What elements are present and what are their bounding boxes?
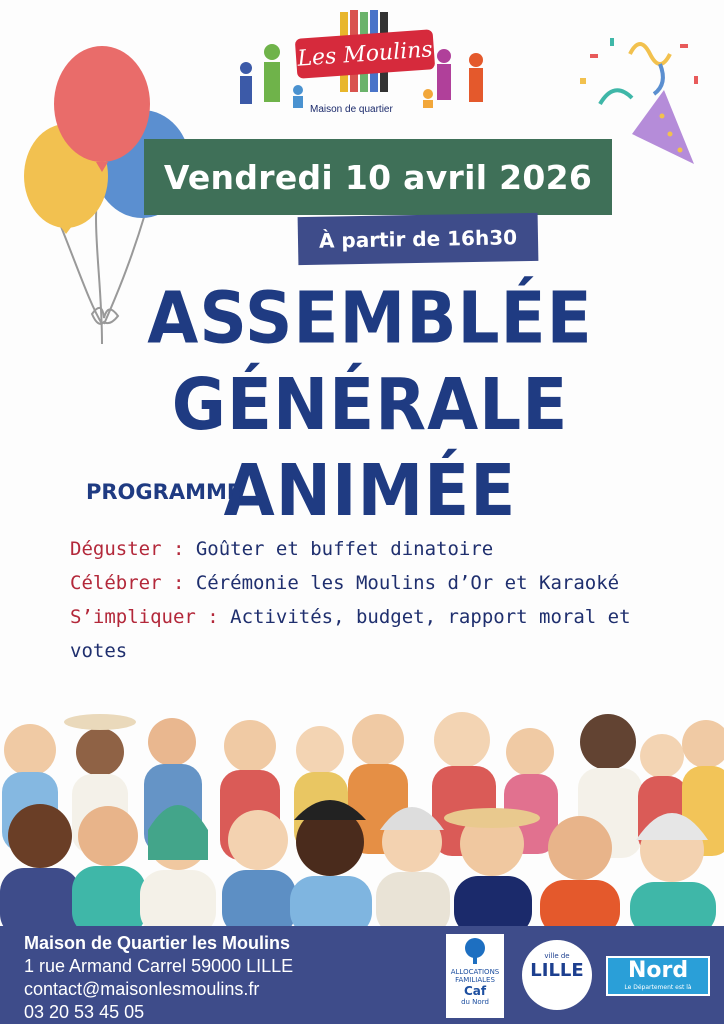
event-date: Vendredi 10 avril 2026	[144, 139, 612, 215]
caf-logo	[446, 934, 504, 1018]
logo-subtitle: Maison de quartier	[310, 104, 393, 115]
footer-address: 1 rue Armand Carrel 59000 LILLE	[24, 956, 294, 976]
programme-item	[70, 600, 690, 668]
footer-name: Maison de Quartier les Moulins	[24, 933, 291, 953]
nord-name: Nord	[627, 958, 689, 983]
crowd-illustration	[0, 700, 724, 926]
title-line-1: ASSEMBLÉE	[147, 276, 593, 360]
footer-phone[interactable]: 03 20 53 45 05	[24, 1002, 145, 1022]
footer-contact	[24, 932, 293, 1024]
programme-item-text: Activités, budget, rapport moral et votes	[70, 606, 631, 662]
departement-nord-logo	[606, 956, 710, 996]
programme-item-label: Déguster :	[70, 538, 185, 560]
programme-list	[70, 532, 690, 668]
les-moulins-logo	[232, 8, 494, 123]
lille-name: LILLE	[530, 960, 584, 981]
programme-item-label: S’impliquer :	[70, 606, 219, 628]
lille-top: ville de	[544, 952, 570, 960]
ville-de-lille-logo	[522, 940, 592, 1010]
programme-item-label: Célébrer :	[70, 572, 185, 594]
programme-item-text: Goûter et buffet dinatoire	[184, 538, 494, 560]
programme-heading: PROGRAMME	[86, 480, 242, 504]
nord-tagline: Le Département est là	[624, 984, 692, 991]
event-time: À partir de 16h30	[298, 213, 539, 265]
footer-email[interactable]: contact@maisonlesmoulins.fr	[24, 979, 260, 999]
programme-item	[70, 566, 690, 600]
programme-item	[70, 532, 690, 566]
caf-line-3: Caf	[463, 984, 487, 998]
caf-line-2: FAMILIALES	[455, 976, 495, 984]
logo-name: Les Moulins	[295, 29, 435, 79]
programme-item-text: Cérémonie les Moulins d’Or et Karaoké	[184, 572, 620, 594]
caf-line-4: du Nord	[461, 998, 489, 1006]
caf-line-1: ALLOCATIONS	[450, 968, 500, 976]
caf-tree-icon	[455, 936, 495, 966]
footer	[0, 926, 724, 1024]
title-line-2: GÉNÉRALE ANIMÉE	[171, 362, 569, 533]
